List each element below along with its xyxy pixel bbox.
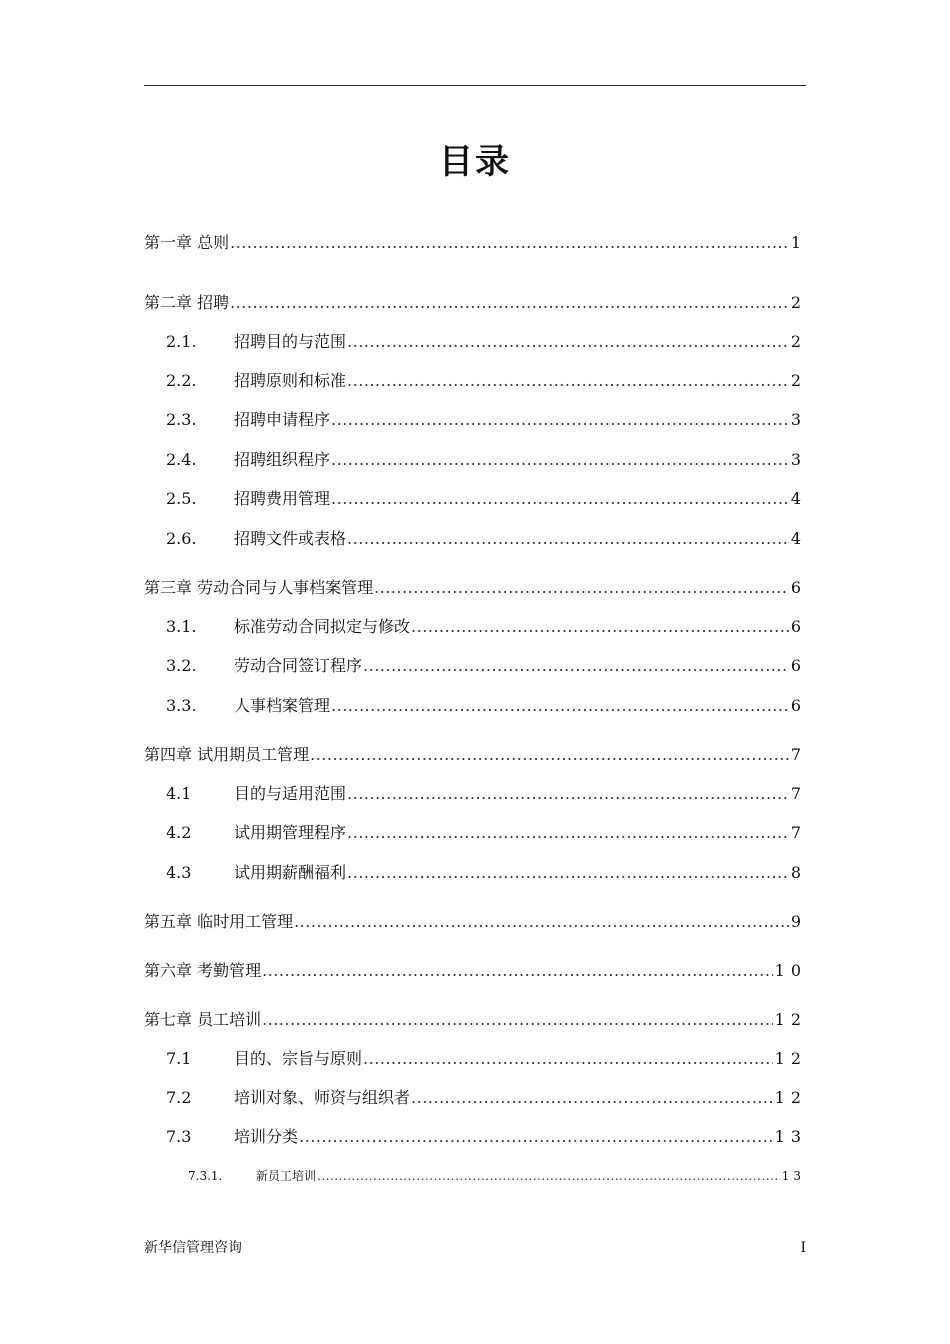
toc-entry-number: 2.6. bbox=[166, 529, 197, 548]
toc-entry-label: 新员工培训 bbox=[256, 1169, 317, 1183]
toc-entry[interactable] bbox=[166, 1048, 807, 1070]
toc-entry-label: 第七章 员工培训 bbox=[144, 1010, 262, 1029]
toc-entry-page: 2 bbox=[790, 293, 807, 312]
toc-entry-label: 目的与适用范围 bbox=[234, 784, 347, 803]
toc-entry-label: 招聘费用管理 bbox=[234, 489, 331, 508]
toc-entry-page: 2 bbox=[790, 332, 807, 351]
toc-entry-number: 3.3. bbox=[166, 696, 197, 715]
toc-entry-number: 2.1. bbox=[166, 332, 197, 351]
toc-entry-number: 4.3 bbox=[166, 863, 192, 882]
dot-leader bbox=[310, 744, 789, 766]
dot-leader bbox=[347, 862, 789, 884]
toc-entry[interactable] bbox=[166, 616, 807, 638]
toc-entry-page: 7 bbox=[790, 745, 807, 764]
toc-entry-page: 13 bbox=[781, 1169, 805, 1183]
dot-leader bbox=[347, 528, 789, 550]
dot-leader bbox=[299, 1126, 773, 1148]
toc-entry-page: 7 bbox=[790, 823, 807, 842]
toc-entry-number: 2.4. bbox=[166, 450, 197, 469]
toc-entry[interactable] bbox=[166, 822, 807, 844]
dot-leader bbox=[294, 911, 789, 933]
toc-entry[interactable] bbox=[166, 488, 807, 510]
toc-entry-label: 招聘组织程序 bbox=[234, 450, 331, 469]
dot-leader bbox=[374, 577, 789, 599]
toc-entry-label: 招聘申请程序 bbox=[234, 410, 331, 429]
dot-leader bbox=[262, 1009, 773, 1031]
dot-leader bbox=[363, 655, 789, 677]
toc-entry-page: 6 bbox=[790, 656, 807, 675]
toc-entry-number: 7.1 bbox=[166, 1049, 192, 1068]
dot-leader bbox=[230, 292, 789, 314]
toc-entry-page: 7 bbox=[790, 784, 807, 803]
toc-entry-page: 10 bbox=[774, 961, 807, 980]
dot-leader bbox=[347, 822, 789, 844]
toc-entry-number: 2.3. bbox=[166, 410, 197, 429]
dot-leader bbox=[262, 960, 773, 982]
toc-entry-number: 2.5. bbox=[166, 489, 197, 508]
toc-entry[interactable] bbox=[166, 655, 807, 677]
dot-leader bbox=[347, 370, 789, 392]
toc-entry-page: 9 bbox=[790, 912, 807, 931]
toc-entry-label: 人事档案管理 bbox=[234, 696, 331, 715]
toc-entry-page: 6 bbox=[790, 578, 807, 597]
toc-entry[interactable] bbox=[166, 1126, 807, 1148]
dot-leader bbox=[411, 1087, 773, 1109]
toc-entry-page: 1 bbox=[790, 233, 807, 252]
toc-entry-label: 培训对象、师资与组织者 bbox=[234, 1088, 411, 1107]
page-title: 目录 bbox=[439, 142, 511, 182]
toc-entry-page: 4 bbox=[790, 529, 807, 548]
toc-entry-number: 3.2. bbox=[166, 656, 197, 675]
toc-entry-page: 2 bbox=[790, 371, 807, 390]
toc-entry-number: 7.2 bbox=[166, 1088, 192, 1107]
toc-entry-label: 第三章 劳动合同与人事档案管理 bbox=[144, 578, 374, 597]
toc-entry-page: 8 bbox=[790, 863, 807, 882]
toc-entry[interactable] bbox=[166, 695, 807, 717]
toc-entry-label: 劳动合同签订程序 bbox=[234, 656, 363, 675]
dot-leader bbox=[317, 1167, 780, 1185]
toc-entry-label: 试用期管理程序 bbox=[234, 823, 347, 842]
toc-entry-number: 7.3.1. bbox=[188, 1169, 223, 1183]
toc-entry-page: 13 bbox=[774, 1127, 807, 1146]
toc-entry-label: 第四章 试用期员工管理 bbox=[144, 745, 310, 764]
toc-entry-number: 4.2 bbox=[166, 823, 192, 842]
toc-entry-page: 3 bbox=[790, 410, 807, 429]
dot-leader bbox=[331, 449, 789, 471]
toc-entry-page: 3 bbox=[790, 450, 807, 469]
toc-entry[interactable] bbox=[188, 1167, 805, 1185]
toc-entry[interactable] bbox=[166, 862, 807, 884]
toc-entry[interactable] bbox=[166, 331, 807, 353]
dot-leader bbox=[347, 331, 789, 353]
toc-entry[interactable] bbox=[166, 409, 807, 431]
dot-leader bbox=[331, 695, 789, 717]
toc-entry-label: 培训分类 bbox=[234, 1127, 299, 1146]
toc-entry[interactable] bbox=[144, 292, 807, 314]
toc-entry-page: 6 bbox=[790, 617, 807, 636]
toc-entry[interactable] bbox=[166, 528, 807, 550]
header-rule bbox=[144, 85, 806, 86]
toc-entry[interactable] bbox=[144, 960, 807, 982]
footer-company: 新华信管理咨询 bbox=[144, 1240, 242, 1256]
toc-entry-number: 7.3 bbox=[166, 1127, 192, 1146]
dot-leader bbox=[411, 616, 789, 638]
footer-page-number: I bbox=[800, 1240, 806, 1256]
toc-entry-label: 招聘原则和标准 bbox=[234, 371, 347, 390]
toc-entry[interactable] bbox=[166, 449, 807, 471]
toc-entry[interactable] bbox=[166, 783, 807, 805]
toc-entry-label: 目的、宗旨与原则 bbox=[234, 1049, 363, 1068]
toc-entry-number: 3.1. bbox=[166, 617, 197, 636]
toc-entry[interactable] bbox=[144, 744, 807, 766]
toc-entry-number: 4.1 bbox=[166, 784, 192, 803]
toc-entry-page: 12 bbox=[774, 1049, 807, 1068]
toc-entry-label: 试用期薪酬福利 bbox=[234, 863, 347, 882]
toc-entry-label: 第六章 考勤管理 bbox=[144, 961, 262, 980]
toc-entry[interactable] bbox=[144, 232, 807, 254]
toc-entry-label: 招聘目的与范围 bbox=[234, 332, 347, 351]
toc-entry[interactable] bbox=[144, 911, 807, 933]
toc-entry[interactable] bbox=[166, 370, 807, 392]
toc-entry-label: 标准劳动合同拟定与修改 bbox=[234, 617, 411, 636]
dot-leader bbox=[363, 1048, 773, 1070]
toc-entry-number: 2.2. bbox=[166, 371, 197, 390]
toc-entry-label: 招聘文件或表格 bbox=[234, 529, 347, 548]
toc-entry[interactable] bbox=[144, 1009, 807, 1031]
toc-entry-label: 第一章 总则 bbox=[144, 233, 230, 252]
dot-leader bbox=[347, 783, 789, 805]
toc-entry[interactable] bbox=[144, 577, 807, 599]
toc-entry-page: 6 bbox=[790, 696, 807, 715]
toc-entry-label: 第二章 招聘 bbox=[144, 293, 230, 312]
dot-leader bbox=[230, 232, 789, 254]
toc-entry-page: 12 bbox=[774, 1088, 807, 1107]
toc-entry[interactable] bbox=[166, 1087, 807, 1109]
toc-entry-page: 4 bbox=[790, 489, 807, 508]
dot-leader bbox=[331, 488, 789, 510]
toc-entry-label: 第五章 临时用工管理 bbox=[144, 912, 294, 931]
dot-leader bbox=[331, 409, 789, 431]
toc-entry-page: 12 bbox=[774, 1010, 807, 1029]
